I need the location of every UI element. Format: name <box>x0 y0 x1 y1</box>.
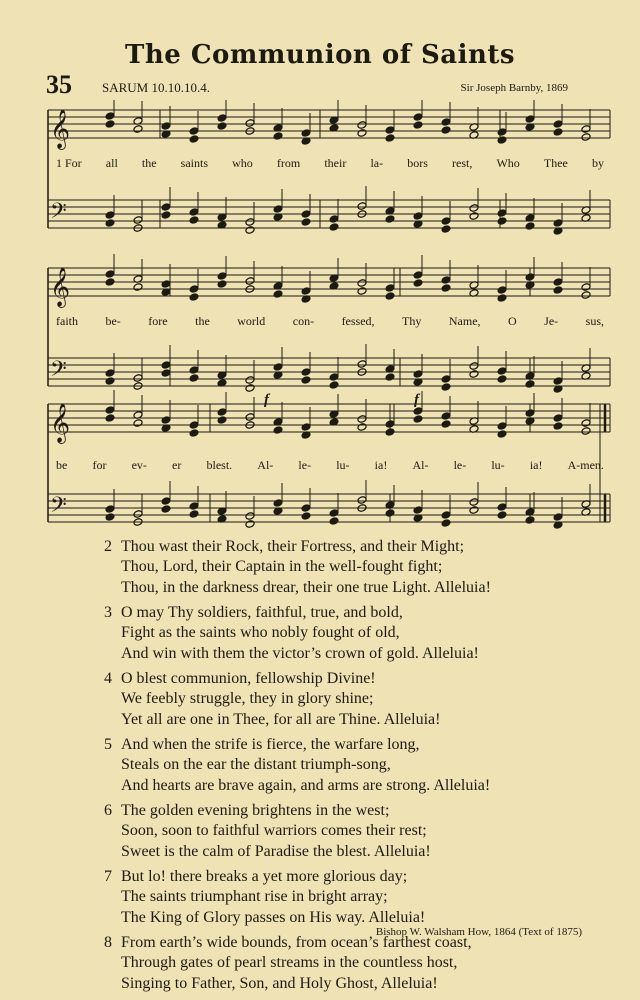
verse-text: Thou wast their Rock, their Fortress, and their Might; <box>121 538 465 555</box>
verse-text: Thou, in the darkness drear, their one true Light. Alleluia! <box>121 578 491 596</box>
lyric-syllable: faith <box>56 314 78 328</box>
verse-line <box>104 578 624 598</box>
verse-text: And hearts are brave again, and arms are strong. Alleluia! <box>121 776 491 794</box>
lyric-syllable: Thy <box>402 314 422 328</box>
hymn-number: 35 <box>46 70 72 99</box>
verse-number: 4 <box>104 669 112 687</box>
lyric-syllable: ev- <box>131 458 147 472</box>
lyric-syllable: Al- <box>257 458 274 472</box>
lyric-syllable: be <box>56 458 68 472</box>
verse-line <box>104 867 624 887</box>
verse-number: 6 <box>104 801 112 819</box>
verse-line <box>104 710 624 730</box>
lyric-syllable: ia! <box>374 458 388 472</box>
verse-text: The golden evening brightens in the west; <box>121 801 390 819</box>
bass-clef-icon: 𝄢 <box>50 493 67 522</box>
lyric-syllable: Who <box>496 156 520 170</box>
verse-number: 5 <box>104 735 112 753</box>
verse-text: Through gates of pearl streams in the countless host, <box>121 954 458 972</box>
lyric-syllable: A-men. <box>567 458 604 472</box>
lyric-syllable: by <box>591 156 604 170</box>
verse-line <box>104 801 624 821</box>
treble-clef-icon: 𝄞 <box>50 111 71 148</box>
lyric-syllable: Al- <box>412 458 429 472</box>
lyric-syllable: be- <box>105 314 121 328</box>
verse <box>104 735 624 796</box>
lyric-syllable: fore <box>148 314 168 328</box>
lyric-syllable: saints <box>180 156 209 170</box>
verse <box>104 537 624 598</box>
lyric-syllable: from <box>276 156 301 170</box>
verse-line <box>104 537 624 557</box>
lyric-syllable: fessed, <box>341 314 375 328</box>
verse-text: But lo! there breaks a yet more glorious day; <box>121 867 408 885</box>
lyric-syllable: 1 For <box>56 156 82 170</box>
verse-line <box>104 557 624 577</box>
lyrics-line-1 <box>50 156 610 171</box>
verse-line <box>104 735 624 755</box>
lyric-syllable: le- <box>298 458 312 472</box>
verse-line <box>104 953 624 973</box>
verse-line <box>104 974 624 994</box>
author-credit: Bishop W. Walsham How, 1864 (Text of 1875) <box>375 926 582 938</box>
verse-number: 7 <box>104 867 112 885</box>
lyric-syllable: for <box>92 458 107 472</box>
lyric-syllable: the <box>195 314 210 328</box>
treble-clef-icon: 𝄞 <box>50 269 71 306</box>
lyrics-line-2 <box>50 314 610 329</box>
bass-clef-icon: 𝄢 <box>50 357 67 386</box>
verse-text: And when the strife is fierce, the warfare long, <box>121 735 420 753</box>
lyric-syllable: sus, <box>585 314 604 328</box>
verse-line <box>104 842 624 862</box>
lyric-syllable: Name, <box>448 314 481 328</box>
verse-text: Steals on the ear the distant triumph-song, <box>121 756 391 774</box>
verse-line <box>104 689 624 709</box>
verse <box>104 867 624 928</box>
lyric-syllable: rest, <box>452 156 473 170</box>
lyric-syllable: who <box>232 156 253 170</box>
verse-text: The saints triumphant rise in bright array; <box>121 888 388 906</box>
treble-clef-icon: 𝄞 <box>50 405 71 442</box>
lyric-syllable: Je- <box>544 314 559 328</box>
verse <box>104 603 624 664</box>
bass-clef-icon: 𝄢 <box>50 199 67 228</box>
lyric-syllable: er <box>172 458 182 472</box>
hymn-title: The Communion of Saints <box>124 40 515 70</box>
verse-text: Yet all are one in Thee, for all are Thine. Alleluia! <box>121 710 441 728</box>
lyric-syllable: lu- <box>336 458 350 472</box>
tune-name: SARUM 10.10.10.4. <box>102 80 210 95</box>
lyric-syllable: the <box>141 156 157 170</box>
verse <box>104 933 624 994</box>
verse-number: 8 <box>104 933 112 951</box>
verse-line <box>104 603 624 623</box>
dynamic-forte-1: f <box>264 392 269 408</box>
verse-line <box>104 776 624 796</box>
lyric-syllable: ia! <box>529 458 543 472</box>
dynamic-forte-2: f <box>414 392 419 408</box>
lyric-syllable: blest. <box>206 458 233 472</box>
verse-text: Singing to Father, Son, and Holy Ghost, Alleluia! <box>121 974 438 992</box>
verse-text: The King of Glory passes on His way. Alleluia! <box>121 908 426 926</box>
verse-line <box>104 755 624 775</box>
verse-text: We feebly struggle, they in glory shine; <box>121 690 374 708</box>
lyric-syllable: Thee <box>543 156 568 170</box>
lyric-syllable: O <box>508 314 517 328</box>
lyric-syllable: bors <box>407 156 428 170</box>
composer-credit: Sir Joseph Barnby, 1869 <box>460 82 568 94</box>
verse-text: O blest communion, fellowship Divine! <box>121 669 376 687</box>
lyric-syllable: lu- <box>491 458 505 472</box>
verse-number: 3 <box>104 603 112 621</box>
lyric-syllable: con- <box>292 314 315 328</box>
lyrics-line-3 <box>50 458 610 473</box>
verse-line <box>104 821 624 841</box>
verse-text: Thou, Lord, their Captain in the well-fought fight; <box>121 558 443 576</box>
verse-line <box>104 623 624 643</box>
verse-text: Fight as the saints who nobly fought of old, <box>121 624 400 642</box>
lyric-syllable: all <box>105 156 118 170</box>
verse-line <box>104 644 624 664</box>
verse <box>104 801 624 862</box>
lyric-syllable: la- <box>370 156 384 170</box>
verse-text: From earth’s wide bounds, from ocean’s farthest coast, <box>121 933 472 951</box>
verse-text: O may Thy soldiers, faithful, true, and bold, <box>121 603 403 621</box>
verse-text: And win with them the victor’s crown of gold. Alleluia! <box>121 644 479 662</box>
verse-line <box>104 908 624 928</box>
verse-line <box>104 669 624 689</box>
verse-text: Sweet is the calm of Paradise the blest. Alleluia! <box>121 842 431 860</box>
verse-text: Soon, soon to faithful warriors comes their rest; <box>121 822 427 840</box>
lyric-syllable: world <box>237 314 266 328</box>
lyric-syllable: their <box>324 156 347 170</box>
verse-line <box>104 887 624 907</box>
verse <box>104 669 624 730</box>
verse-number: 2 <box>104 538 112 555</box>
lyric-syllable: le- <box>453 458 467 472</box>
